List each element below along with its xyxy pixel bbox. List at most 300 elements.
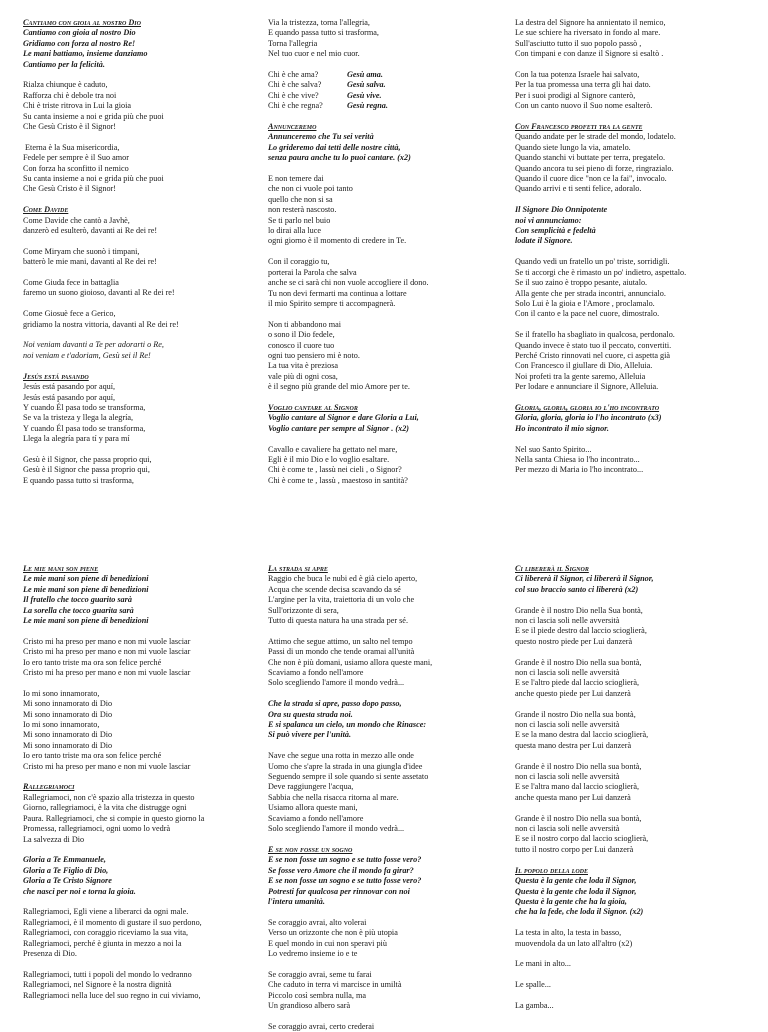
lyric-line: Io mi sono innamorato, [23, 688, 100, 698]
lyric-line: Con forza ha sconfitto il nemico [23, 163, 129, 173]
lyric-line: Per lodare e annunciare il Signore, Alleluia. [515, 382, 659, 392]
lyric-line: muovendola da un lato all'altro (x2) [515, 938, 633, 948]
song-title: Il popolo della lode [515, 865, 588, 875]
qa-answer: Gesù ama. [347, 70, 383, 80]
lyric-line: Gloria a Te Cristo Signore [23, 876, 112, 886]
qa-question: Chi è che salva? [268, 80, 322, 90]
lyric-line: Se coraggio avrai, alto volerai [268, 917, 367, 927]
lyric-line: Le mie mani son piene di benedizioni [23, 616, 149, 626]
lyric-line: Sull'asciutto tutto il suo popolo passò , [515, 38, 642, 48]
verse-stanza [23, 455, 255, 486]
lyric-line: gridiamo la nostra vittoria, davanti al Re dei re! [23, 319, 179, 329]
lyric-line: Tutto di questa natura ha una strada per sé. [268, 616, 408, 626]
verse-stanza [23, 970, 255, 1001]
lyric-line: non ci lascia soli nelle avversità [515, 668, 620, 678]
lyric-line: Via la tristezza, torna l'allegria, [268, 18, 370, 27]
lyric-line: Gesù è il Signor che passa proprio qui, [23, 465, 150, 475]
lyric-line: batterò le mie mani, davanti al Re dei re! [23, 257, 157, 267]
lyric-line: noi veniam e t'adoriam, Gesù sei il Re! [23, 350, 151, 360]
refrain-stanza [23, 28, 255, 70]
lyric-line: Con il canto e la pace nel cuore, dimostralo. [515, 309, 660, 319]
lyric-line: E quel mondo in cui non speravi più [268, 938, 387, 948]
lyric-line: Quando invece è stato tuo il peccato, convertiti. [515, 340, 672, 350]
verse-stanza [515, 257, 747, 319]
lyric-line: Come Davide che cantò a Javhè, [23, 215, 130, 225]
lyric-line: E se la mano destra dal laccio scioglierà, [515, 730, 649, 740]
verse-stanza [23, 637, 255, 679]
lyric-line: Perché Cristo rinnovati nel cuore, ci aspetta già [515, 350, 671, 360]
top-column-1 [23, 18, 255, 528]
lyric-line: che non ci vuole poi tanto [268, 184, 353, 194]
lyric-line: Chi è come te , lassù nei cieli , o Signor? [268, 465, 402, 475]
lyric-line: Grande il nostro Dio nella sua bontà, [515, 709, 636, 719]
song [23, 205, 255, 361]
lyric-line: anche questo piede per Lui danzerà [515, 688, 631, 698]
lyric-line: Io ero tanto triste ma ora son felice perché [23, 751, 162, 761]
lyric-line: il mio Spirito sempre ti accompagnerà. [268, 298, 396, 308]
lyric-line: Voglio cantare per sempre al Signor . (x2) [268, 423, 410, 433]
lyric-line: Mi sono innamorato di Dio [23, 730, 113, 740]
lyric-line: E non temere dai [268, 174, 324, 184]
lyric-line: Io ero tanto triste ma ora son felice perché [23, 657, 162, 667]
lyric-line: Rialza chiunque è caduto, [23, 80, 108, 90]
lyric-line: Quando vedi un fratello un po' triste, sorridigli. [515, 257, 670, 267]
lyric-line: Noi profeti tra la gente saremo, Alleluia [515, 371, 646, 381]
lyric-line: Nel suo Santo Spirito... [515, 444, 592, 454]
refrain-stanza [515, 574, 747, 595]
lyric-line: Se va la tristeza y llega la alegría, [23, 413, 134, 423]
lyric-line: Cavallo e cavaliere ha gettato nel mare, [268, 444, 398, 454]
song-title: Annunceremo [268, 122, 317, 132]
lyric-line: senza paura anche tu lo puoi cantare. (x2) [268, 153, 411, 163]
lyric-line: Grande è il nostro Dio nella Sua bontà, [515, 605, 643, 615]
refrain-stanza [515, 413, 747, 434]
verse-stanza [515, 445, 747, 476]
lyric-line: Quando siete lungo la via, amatelo. [515, 142, 631, 152]
lyric-line: Nel tuo cuor e nel mio cuor. [268, 49, 360, 59]
song [268, 122, 500, 393]
lyric-line: La sorella che tocco guarita sarà [23, 605, 134, 615]
lyric-line: che ha la fede, che loda il Signor. (x2) [515, 907, 644, 917]
lyric-line: questo nostro piede per Lui danzerà [515, 636, 633, 646]
lyric-line: tutto il nostro corpo per Lui danzerà [515, 844, 634, 854]
lyric-line: ogni tuo pensiero mi è noto. [268, 350, 360, 360]
lyric-line: Promessa, rallegriamoci, ogni uomo lo vedrà [23, 824, 171, 834]
song-title: Voglio cantare al Signor [268, 402, 358, 412]
verse-stanza [268, 637, 500, 689]
verse-stanza [268, 18, 500, 60]
verse-stanza [515, 70, 747, 112]
qa-row [268, 70, 500, 80]
lyric-line: Con timpani e con danze il Signore si esaltò . [515, 49, 664, 59]
top-column-2 [268, 18, 500, 528]
lyric-line: Quando ancora tu sei pieno di forze, ringrazialo. [515, 163, 674, 173]
lyric-line: Su canta insieme a noi e grida più che puoi [23, 111, 164, 121]
verse-stanza [23, 382, 255, 444]
song [23, 372, 255, 486]
lyric-line: noi vi annunciamo: [515, 215, 582, 225]
lyric-line: Rallegriamoci nella luce del suo regno in cui viviamo, [23, 990, 201, 1000]
lyric-line: quello che non si sa [268, 194, 333, 204]
lyric-line: Un grandioso albero sarà [268, 1000, 351, 1010]
lyric-line: Torna l'allegria [268, 38, 318, 48]
qa-answer: Gesù regna. [347, 101, 388, 111]
lyric-line: faremo un suono gioioso, davanti al Re dei re! [23, 288, 175, 298]
lyric-line: Voglio cantare al Signor e dare Gloria a Lui, [268, 413, 419, 423]
qa-question: Chi è che vive? [268, 90, 319, 100]
verse-stanza [23, 278, 255, 299]
lyric-line: Potresti far qualcosa per rinnovar con noi [268, 886, 410, 896]
lyric-line: Alla gente che per strada incontri, annuncialo. [515, 288, 666, 298]
lyric-line: Raggio che buca le nubi ed è già cielo aperto, [268, 574, 418, 584]
lyric-line: Quando il cuore dice "non ce la fai", invocalo. [515, 174, 667, 184]
verse-stanza [268, 574, 500, 626]
song-title: Gloria, gloria, gloria io l'ho incontrato [515, 402, 660, 412]
song [515, 18, 747, 112]
lyric-line: La salvezza di Dio [23, 834, 85, 844]
lyric-line: Il Signore Dio Onnipotente [515, 205, 608, 215]
lyric-line: Llega la alegría para tí y para mí [23, 434, 130, 444]
lyric-line: Per mezzo di Maria io l'ho incontrato... [515, 465, 644, 475]
lyric-line: Se coraggio avrai, seme tu farai [268, 969, 372, 979]
lyric-line: Mi sono innamorato di Dio [23, 740, 113, 750]
lyric-line: Seguendo sempre il sole quando si sente assetato [268, 772, 429, 782]
lyric-line: Come Miryam che suonò i timpani, [23, 246, 140, 256]
lyric-line: Eterna è la Sua misericordia, [23, 142, 120, 152]
lyric-line: Passi di un mondo che tende oramai all'unità [268, 647, 415, 657]
song [268, 18, 500, 112]
top-column-3 [515, 18, 747, 528]
lyric-line: Le mie mani son piene di benedizioni [23, 584, 149, 594]
lyric-line: Con un canto nuovo il Suo nome esalterò. [515, 101, 653, 111]
lyric-line: Se il fratello ha sbagliato in qualcosa, perdonalo. [515, 330, 675, 340]
lyric-line: Rallegriamoci, con coraggio riceviamo la sua vita, [23, 928, 189, 938]
qa-row [268, 80, 500, 90]
lyric-line: Rallegriamoci, nel Signore è la nostra dignità [23, 980, 172, 990]
lyric-line: L'argine per la vita, traiettoria di un volo che [268, 595, 415, 605]
lyric-line: Cantiamo con gioia al nostro Dio [23, 28, 136, 38]
lyric-line: Se coraggio avrai, certo crederai [268, 1021, 375, 1031]
lyric-line: Acqua che scende decisa scavando da sé [268, 584, 401, 594]
lyric-line: Giorno, rallegriamoci, è la vita che distrugge ogni [23, 803, 187, 813]
song [268, 564, 500, 835]
song [515, 866, 747, 1012]
verse-stanza [268, 257, 500, 309]
lyric-line: Tu non devi fermarti ma continua a lottare [268, 288, 407, 298]
lyric-line: Mi sono innamorato di Dio [23, 699, 113, 709]
lyric-line: Le mani in alto... [515, 959, 571, 969]
verse-stanza [515, 710, 747, 752]
bottom-column-1 [23, 564, 255, 1024]
verse-stanza [515, 959, 747, 969]
lyric-line: non ci lascia soli nelle avversità [515, 720, 620, 730]
lyric-line: non ci lascia soli nelle avversità [515, 616, 620, 626]
verse-stanza [515, 928, 747, 949]
lyric-line: Piccolo così sembra nulla, ma [268, 990, 366, 1000]
song-title: Jesús está pasando [23, 371, 89, 381]
lyric-line: Che Gesù Cristo è il Signor! [23, 122, 117, 132]
lyric-line: Con il coraggio tu, [268, 257, 330, 267]
lyric-line: Y cuando Él pasa todo se transforma, [23, 423, 146, 433]
lyric-line: è il segno più grande del mio Amore per te. [268, 382, 410, 392]
lyric-line: La gamba... [515, 1000, 554, 1010]
lyric-line: Ora su questa strada noi. [268, 709, 353, 719]
lyric-line: Lo vedremo insieme io e te [268, 948, 358, 958]
song-title: Come Davide [23, 205, 69, 215]
lyric-line: Che Gesù Cristo è il Signor! [23, 184, 117, 194]
lyric-line: Presenza di Dio. [23, 948, 77, 958]
lyric-line: Questa è la gente che ha la gioia, [515, 896, 627, 906]
lyric-line: Con semplicità e fedeltà [515, 226, 596, 236]
lyric-line: col suo braccio santo ci libererà (x2) [515, 584, 639, 594]
lyric-line: Chi è triste ritrova in Lui la gioia [23, 101, 132, 111]
lyric-line: Su canta insieme a noi e grida più che puoi [23, 174, 164, 184]
lyric-line: Annunceremo che Tu sei verità [268, 132, 374, 142]
lyric-line: Ho incontrato il mio signor. [515, 423, 609, 433]
refrain-stanza [268, 132, 500, 163]
lyric-line: Rallegriamoci, perché è giunta in mezzo a noi la [23, 938, 182, 948]
song-title: Le mie mani son piene [23, 564, 99, 573]
lyric-line: Io mi sono innamorato, [23, 720, 100, 730]
lyric-line: Se fosse vero Amore che il mondo fa girar? [268, 865, 414, 875]
song [268, 403, 500, 486]
verse-stanza [268, 174, 500, 247]
question-answer-stanza [268, 70, 500, 112]
lyric-line: La testa in alto, la testa in basso, [515, 928, 622, 938]
lyric-line: Grande è il nostro Dio nella sua bontà, [515, 761, 642, 771]
verse-stanza [268, 1022, 500, 1032]
lyric-line: Quando stanchi vi buttate per terra, pregatelo. [515, 153, 666, 163]
verse-stanza [515, 330, 747, 392]
verse-stanza [23, 793, 255, 845]
lyric-line: E quando passa tutto si trasforma, [23, 475, 134, 485]
verse-stanza [23, 247, 255, 268]
lyric-line: Se ti accorgi che è rimasto un po' indietro, aspettalo. [515, 267, 687, 277]
verse-stanza [515, 980, 747, 990]
verse-stanza [23, 80, 255, 132]
lyric-line: E se non fosse un sogno e se tutto fosse vero? [268, 876, 422, 886]
lyric-line: Noi veniam davanti a Te per adorarti o Re, [23, 340, 164, 350]
lyric-line: Y cuando Él pasa todo se transforma, [23, 402, 146, 412]
lyric-line: Uomo che s'apre la strada in una giungla d'idee [268, 761, 423, 771]
lyric-line: porterai la Parola che salva [268, 267, 357, 277]
verse-stanza [515, 606, 747, 648]
refrain-stanza [268, 855, 500, 907]
lyric-line: lo dirai alla luce [268, 226, 321, 236]
lyric-line: Solo scegliendo l'amore il mondo vedrà... [268, 824, 405, 834]
lyric-line: Che non è più domani, usiamo allora queste mani, [268, 657, 433, 667]
lyric-line: Questa è la gente che loda il Signor, [515, 886, 637, 896]
verse-stanza [268, 445, 500, 487]
lyric-line: Deve raggiungere l'acqua, [268, 782, 354, 792]
song-title: Rallegriamoci [23, 782, 75, 792]
lyric-line: Non ti abbandono mai [268, 319, 341, 329]
lyric-line: Grande è il nostro Dio nella sua bontà, [515, 813, 642, 823]
lyric-line: La destra del Signore ha annientato il nemico, [515, 18, 666, 27]
verse-stanza [515, 132, 747, 194]
song-title: Con Francesco profeti tra la gente [515, 122, 643, 132]
lyric-line: anche questa mano per Lui danzerà [515, 792, 631, 802]
verse-stanza [268, 918, 500, 960]
lyric-line: Se ti parlo nel buio [268, 215, 331, 225]
lyric-line: Come Giuda fece in battaglia [23, 278, 119, 288]
lyric-line: E se l'altra mano dal laccio scioglierà, [515, 782, 640, 792]
lyric-line: Ci libererà il Signor, ci libererà il Signor, [515, 574, 654, 584]
refrain-stanza [515, 876, 747, 918]
lyric-line: Con Francesco il giullare di Dio, Alleluia. [515, 361, 653, 371]
refrain-stanza [268, 699, 500, 741]
lyric-line: Grande è il nostro Dio nella sua bontà, [515, 657, 642, 667]
lyric-line: Che caduto in terra vi marcisce in umiltà [268, 980, 402, 990]
verse-stanza [515, 658, 747, 700]
lyric-line: che nasci per noi e torna la gioia. [23, 886, 136, 896]
top-half [0, 18, 768, 528]
lyric-line: non ci lascia soli nelle avversità [515, 772, 620, 782]
lyric-line: Se il suo zaino è troppo pesante, aiutalo. [515, 278, 648, 288]
verse-stanza [23, 689, 255, 772]
lyric-line: lodate il Signore. [515, 236, 573, 246]
verse-stanza [268, 751, 500, 834]
lyric-line: E se il nostro corpo dal laccio scioglierà, [515, 834, 649, 844]
lyric-line: Questa è la gente che loda il Signor, [515, 876, 637, 886]
lyric-line: Rafforza chi è debole tra noi [23, 90, 117, 100]
lyric-line: Quando arrivi e ti senti felice, adoralo. [515, 184, 642, 194]
lyric-line: ogni giorno è il momento di credere in Te. [268, 236, 407, 246]
lyric-line: Per i suoi prodigi al Signore canterò, [515, 90, 636, 100]
lyric-line: Quando andate per le strade del mondo, lodatelo. [515, 132, 676, 142]
verse-stanza [23, 143, 255, 195]
verse-stanza [515, 762, 747, 804]
lyric-line: vale più di ogni cosa, [268, 371, 338, 381]
qa-question: Chi è che ama? [268, 70, 319, 80]
lyric-line: Sull'orizzonte di sera, [268, 605, 339, 615]
lyric-line: Che la strada si apre, passo dopo passo, [268, 699, 402, 709]
lyric-line: Mi sono innamorato di Dio [23, 709, 113, 719]
lyric-line: Gridiamo con forza al nostro Re! [23, 38, 136, 48]
lyric-line: Le mani battiamo, insieme danziamo [23, 49, 148, 59]
lyric-line: Cristo mi ha preso per mano e non mi vuole lasciar [23, 668, 191, 678]
lyric-line: o sono il Dio fedele, [268, 330, 335, 340]
lyric-line: Rallegriamoci, tutti i popoli del mondo lo vedranno [23, 969, 192, 979]
lyric-line: Le sue schiere ha riversato in fondo al mare. [515, 28, 661, 38]
lyric-line: Scaviamo a fondo nell'amore [268, 668, 364, 678]
refrain-stanza [23, 574, 255, 626]
qa-question: Chi è che regna? [268, 101, 323, 111]
lyric-line: E se l'altro piede dal laccio scioglierà, [515, 678, 640, 688]
lyric-line: Scaviamo a fondo nell'amore [268, 813, 364, 823]
lyric-line: Cristo mi ha preso per mano e non mi vuole lasciar [23, 761, 191, 771]
lyric-line: Solo scegliendo l'amore il mondo vedrà... [268, 678, 405, 688]
qa-row [268, 101, 500, 111]
bottom-half [0, 564, 768, 1031]
song [515, 403, 747, 476]
lyric-line: Cristo mi ha preso per mano e non mi vuole lasciar [23, 636, 191, 646]
lyric-line: Le spalle... [515, 980, 551, 990]
lyric-line: Fedele per sempre è il Suo amor [23, 153, 129, 163]
bottom-column-3 [515, 564, 747, 1024]
verse-stanza [268, 970, 500, 1012]
lyric-line: l'intera umanità. [268, 896, 325, 906]
verse-stanza [515, 18, 747, 60]
lyric-line: E si spalanca un cielo, un mondo che Rinasce: [268, 720, 427, 730]
verse-stanza [268, 320, 500, 393]
qa-answer: Gesù vive. [347, 90, 382, 100]
qa-answer: Gesù salva. [347, 80, 386, 90]
lyric-line: non ci lascia soli nelle avversità [515, 824, 620, 834]
song [23, 564, 255, 772]
bottom-column-2 [268, 564, 500, 1031]
refrain-stanza [23, 855, 255, 897]
lyric-line: Si può vivere per l'unità. [268, 730, 352, 740]
lyric-line: E se il piede destro dal laccio scioglierà, [515, 626, 647, 636]
lyric-line: Come Giosuè fece a Gerico, [23, 309, 116, 319]
lyric-line: Gloria a Te Figlio di Dio, [23, 865, 109, 875]
verse-stanza [23, 340, 255, 361]
verse-stanza [23, 309, 255, 330]
lyric-line: Il fratello che tocco guarito sarà [23, 595, 132, 605]
lyric-line: Jesús está pasando por aquí, [23, 392, 116, 402]
lyric-line: Cristo mi ha preso per mano e non mi vuole lasciar [23, 647, 191, 657]
lyric-line: Gesù è il Signor, che passa proprio qui, [23, 454, 152, 464]
lyric-line: E se non fosse un sogno e se tutto fosse vero? [268, 855, 422, 865]
song [515, 122, 747, 393]
song-title: La strada si apre [268, 564, 328, 573]
song [23, 18, 255, 195]
lyric-line: questa mano destra per Lui danzerà [515, 740, 632, 750]
lyric-line: Rallegriamoci, Egli viene a liberarci da ogni male. [23, 907, 189, 917]
song-title: Ci libererà il Signor [515, 564, 589, 573]
lyric-line: danzerò ed esulterò, davanti ai Re dei re! [23, 226, 158, 236]
refrain-stanza [268, 413, 500, 434]
lyric-line: Cantiamo per la felicità. [23, 59, 105, 69]
lyric-line: Le mie mani son piene di benedizioni [23, 574, 149, 584]
lyric-line: Per la tua promessa una terra gli hai dato. [515, 80, 651, 90]
qa-row [268, 91, 500, 101]
lyric-line: Chi è come te , lassù , maestoso in santità? [268, 475, 408, 485]
lyric-line: La tua vita è preziosa [268, 361, 339, 371]
lyric-line: Paura. Rallegriamoci, che si compie in questo giorno la [23, 813, 205, 823]
lyric-line: E quando passa tutto si trasforma, [268, 28, 379, 38]
song [515, 564, 747, 855]
lyric-line: Lo grideremo dai tetti delle nostre città, [268, 142, 401, 152]
lyric-line: Gloria a Te Emmanuele, [23, 855, 106, 865]
lyric-line: conosco il cuore tuo [268, 340, 335, 350]
song [268, 845, 500, 1032]
lyric-line: Attimo che segue attimo, un salto nel tempo [268, 636, 413, 646]
lyric-line: Egli è il mio Dio e lo voglio esaltare. [268, 454, 390, 464]
verse-stanza [515, 814, 747, 856]
song-title: Cantiamo con gioia al nostro Dio [23, 18, 141, 27]
lyric-line: Solo Lui è la gioia e l'Amore , proclamalo. [515, 298, 655, 308]
lyric-line: Rallegriamoci, è il momento di gustare il suo perdono, [23, 917, 202, 927]
lyric-line: anche se ci sarà chi non vuole accogliere il dono. [268, 278, 429, 288]
lyric-line: Gloria, gloria, gloria io l'ho incontrato (x3) [515, 413, 662, 423]
lyric-line: Sabbia che nella risacca ritorna al mare. [268, 792, 399, 802]
lyric-line: Rallegriamoci, non c'è spazio alla tristezza in questo [23, 792, 195, 802]
lyric-line: Usiamo allora queste mani, [268, 803, 358, 813]
lyric-line: Jesús está pasando por aquí, [23, 382, 116, 392]
lyric-line: Nave che segue una rotta in mezzo alle onde [268, 751, 414, 761]
song [23, 782, 255, 1000]
lyric-line: Verso un orizzonte che non è più utopia [268, 928, 398, 938]
lyric-line: Nella santa Chiesa io l'ho incontrato... [515, 454, 640, 464]
refrain-stanza [515, 205, 747, 247]
verse-stanza [23, 216, 255, 237]
lyric-line: non resterà nascosto. [268, 205, 337, 215]
song-title: E se non fosse un sogno [268, 844, 353, 854]
lyric-line: Con la tua potenza Israele hai salvato, [515, 70, 640, 80]
verse-stanza [23, 907, 255, 959]
